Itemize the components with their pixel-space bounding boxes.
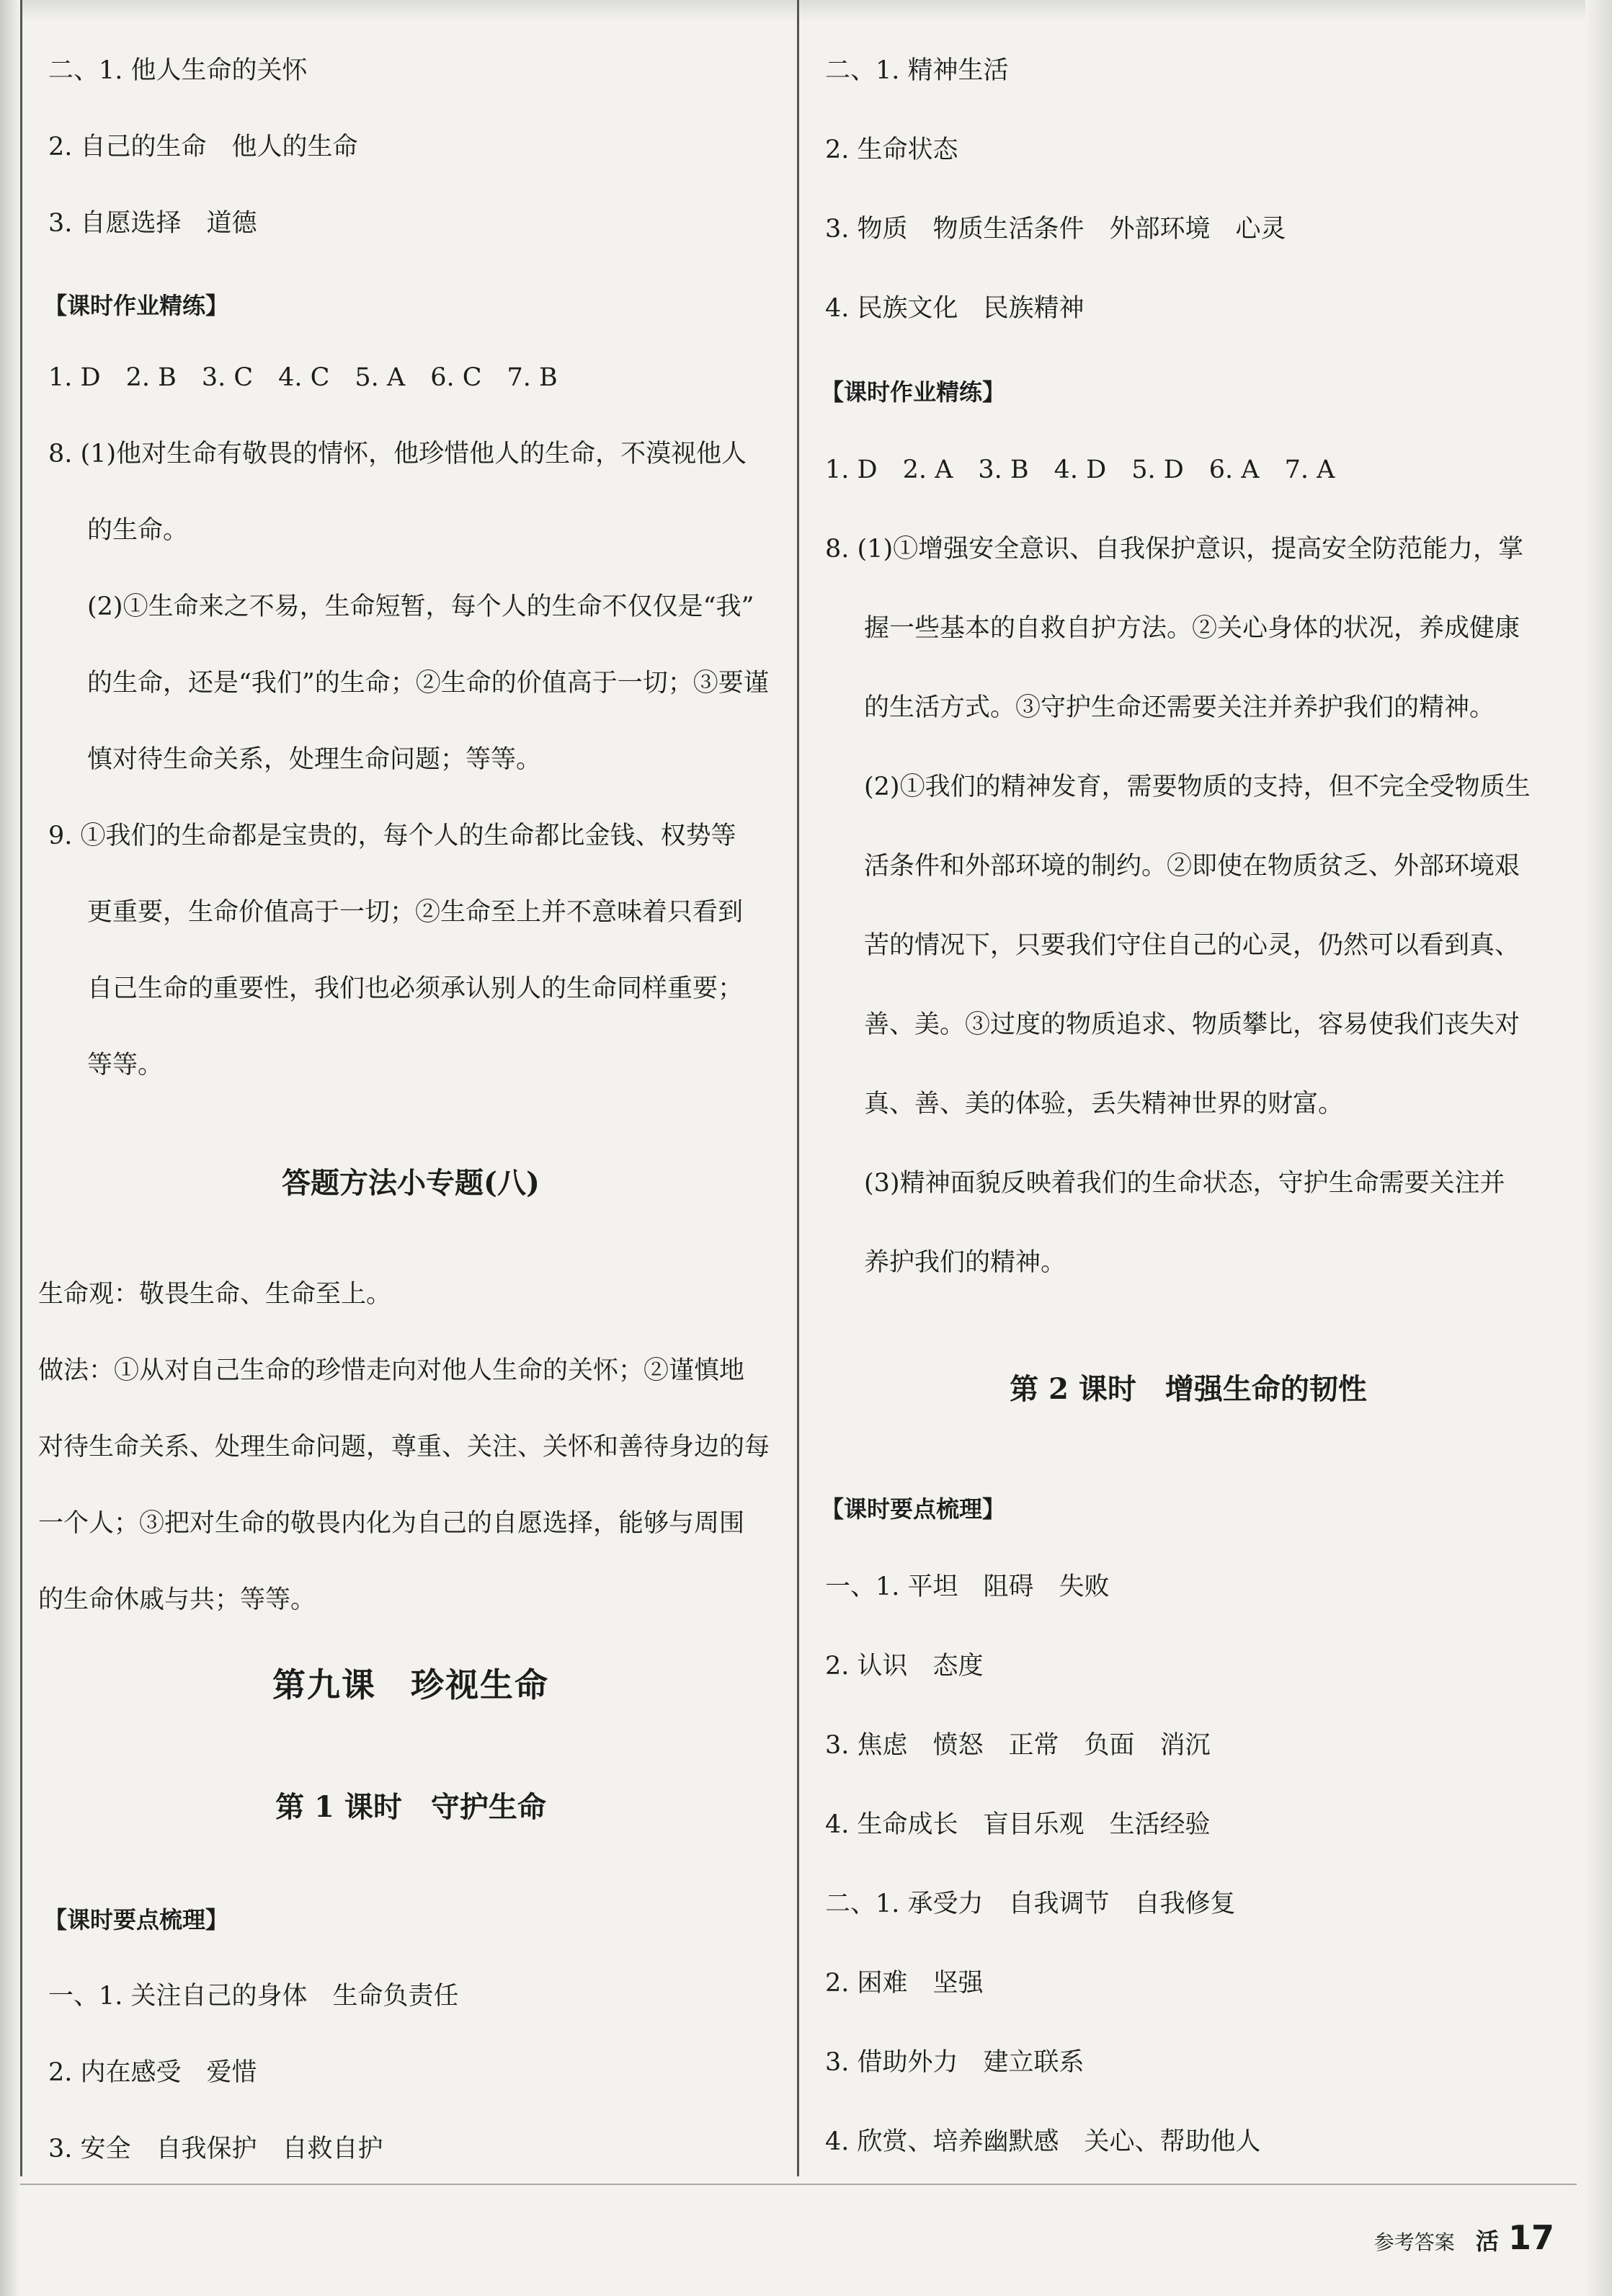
text-line: 2. 困难 坚强 bbox=[825, 1969, 984, 1998]
text-line: 1. D 2. B 3. C 4. C 5. A 6. C 7. B bbox=[48, 363, 558, 392]
page-number: 17 bbox=[1508, 2218, 1554, 2257]
section-label: 【课时要点梳理】 bbox=[821, 1495, 1006, 1523]
text-line: 等等。 bbox=[87, 1051, 164, 1080]
text-line: 4. 欣赏、培养幽默感 关心、帮助他人 bbox=[825, 2127, 1261, 2156]
page-footer bbox=[1374, 2218, 1554, 2257]
footer-brand: 活 bbox=[1475, 2228, 1499, 2255]
text-line: 3. 借助外力 建立联系 bbox=[825, 2048, 1085, 2077]
method-heading: 答题方法小专题(八) bbox=[282, 1166, 540, 1200]
text-line: 2. 内在感受 爱惜 bbox=[48, 2058, 257, 2087]
text-line: 二、1. 承受力 自我调节 自我修复 bbox=[825, 1890, 1236, 1918]
scan-left-shadow bbox=[0, 0, 20, 2296]
text-line: 的生命。 bbox=[87, 516, 189, 545]
text-line: 4. 生命成长 盲目乐观 生活经验 bbox=[825, 1810, 1211, 1839]
text-line: 一、1. 平坦 阻碍 失败 bbox=[825, 1572, 1110, 1601]
text-line: 的生命休戚与共；等等。 bbox=[38, 1585, 316, 1614]
text-line: 对待生命关系、处理生命问题，尊重、关注、关怀和善待身边的每 bbox=[38, 1433, 770, 1461]
text-line: 真、善、美的体验，丢失精神世界的财富。 bbox=[864, 1090, 1344, 1118]
text-line: 善、美。③过度的物质追求、物质攀比，容易使我们丧失对 bbox=[864, 1010, 1520, 1039]
text-line: 养护我们的精神。 bbox=[864, 1248, 1066, 1277]
section-label: 【课时作业精练】 bbox=[821, 378, 1006, 406]
text-line: 的生活方式。③守护生命还需要关注并养护我们的精神。 bbox=[864, 693, 1495, 722]
text-line: 3. 自愿选择 道德 bbox=[48, 209, 257, 238]
text-line: 一、1. 关注自己的身体 生命负责任 bbox=[48, 1982, 459, 2011]
text-line: 二、1. 他人生命的关怀 bbox=[48, 56, 308, 85]
right-column bbox=[797, 0, 1577, 2176]
text-line: (3)精神面貌反映着我们的生命状态，守护生命需要关注并 bbox=[864, 1169, 1505, 1198]
text-line: 8. (1)他对生命有敬畏的情怀，他珍惜他人的生命，不漠视他人 bbox=[48, 440, 747, 468]
section-title: 第 2 课时 增强生命的韧性 bbox=[1010, 1372, 1367, 1406]
scan-right-shadow bbox=[1585, 0, 1612, 2296]
text-line: (2)①我们的精神发育，需要物质的支持，但不完全受物质生 bbox=[864, 773, 1531, 801]
left-column bbox=[20, 0, 799, 2176]
text-line: 的生命，还是“我们”的生命；②生命的价值高于一切；③要谨 bbox=[87, 669, 769, 698]
text-line: 自己生命的重要性，我们也必须承认别人的生命同样重要； bbox=[87, 974, 744, 1003]
text-line: 3. 焦虑 愤怒 正常 负面 消沉 bbox=[825, 1731, 1211, 1760]
text-line: 8. (1)①增强安全意识、自我保护意识，提高安全防范能力，掌 bbox=[825, 535, 1524, 564]
section-title: 第 1 课时 守护生命 bbox=[275, 1790, 546, 1824]
text-line: 2. 自己的生命 他人的生命 bbox=[48, 133, 358, 161]
text-line: 2. 生命状态 bbox=[825, 135, 958, 164]
text-line: 更重要，生命价值高于一切；②生命至上并不意味着只看到 bbox=[87, 898, 744, 927]
text-line: 2. 认识 态度 bbox=[825, 1652, 984, 1681]
text-line: 生命观：敬畏生命、生命至上。 bbox=[38, 1280, 392, 1309]
footer-label: 参考答案 bbox=[1373, 2230, 1455, 2254]
text-line: 1. D 2. A 3. B 4. D 5. D 6. A 7. A bbox=[825, 455, 1335, 484]
footer-divider bbox=[20, 2184, 1577, 2185]
text-line: (2)①生命来之不易，生命短暂，每个人的生命不仅仅是“我” bbox=[87, 592, 754, 621]
text-line: 苦的情况下，只要我们守住自己的心灵，仍然可以看到真、 bbox=[864, 931, 1520, 960]
text-line: 4. 民族文化 民族精神 bbox=[825, 294, 1085, 323]
text-line: 二、1. 精神生活 bbox=[825, 56, 1009, 85]
section-label: 【课时要点梳理】 bbox=[44, 1906, 229, 1934]
text-line: 一个人；③把对生命的敬畏内化为自己的自愿选择，能够与周围 bbox=[38, 1509, 745, 1538]
text-line: 3. 物质 物质生活条件 外部环境 心灵 bbox=[825, 215, 1286, 244]
text-line: 做法：①从对自己生命的珍惜走向对他人生命的关怀；②谨慎地 bbox=[38, 1356, 745, 1385]
text-line: 9. ①我们的生命都是宝贵的，每个人的生命都比金钱、权势等 bbox=[48, 822, 736, 850]
text-line: 活条件和外部环境的制约。②即使在物质贫乏、外部环境艰 bbox=[864, 852, 1520, 881]
text-line: 3. 安全 自我保护 自救自护 bbox=[48, 2135, 383, 2163]
text-line: 慎对待生命关系，处理生命问题；等等。 bbox=[87, 745, 542, 774]
section-label: 【课时作业精练】 bbox=[44, 292, 229, 319]
lesson-title: 第九课 珍视生命 bbox=[272, 1665, 549, 1704]
text-line: 握一些基本的自救自护方法。②关心身体的状况，养成健康 bbox=[864, 614, 1520, 643]
